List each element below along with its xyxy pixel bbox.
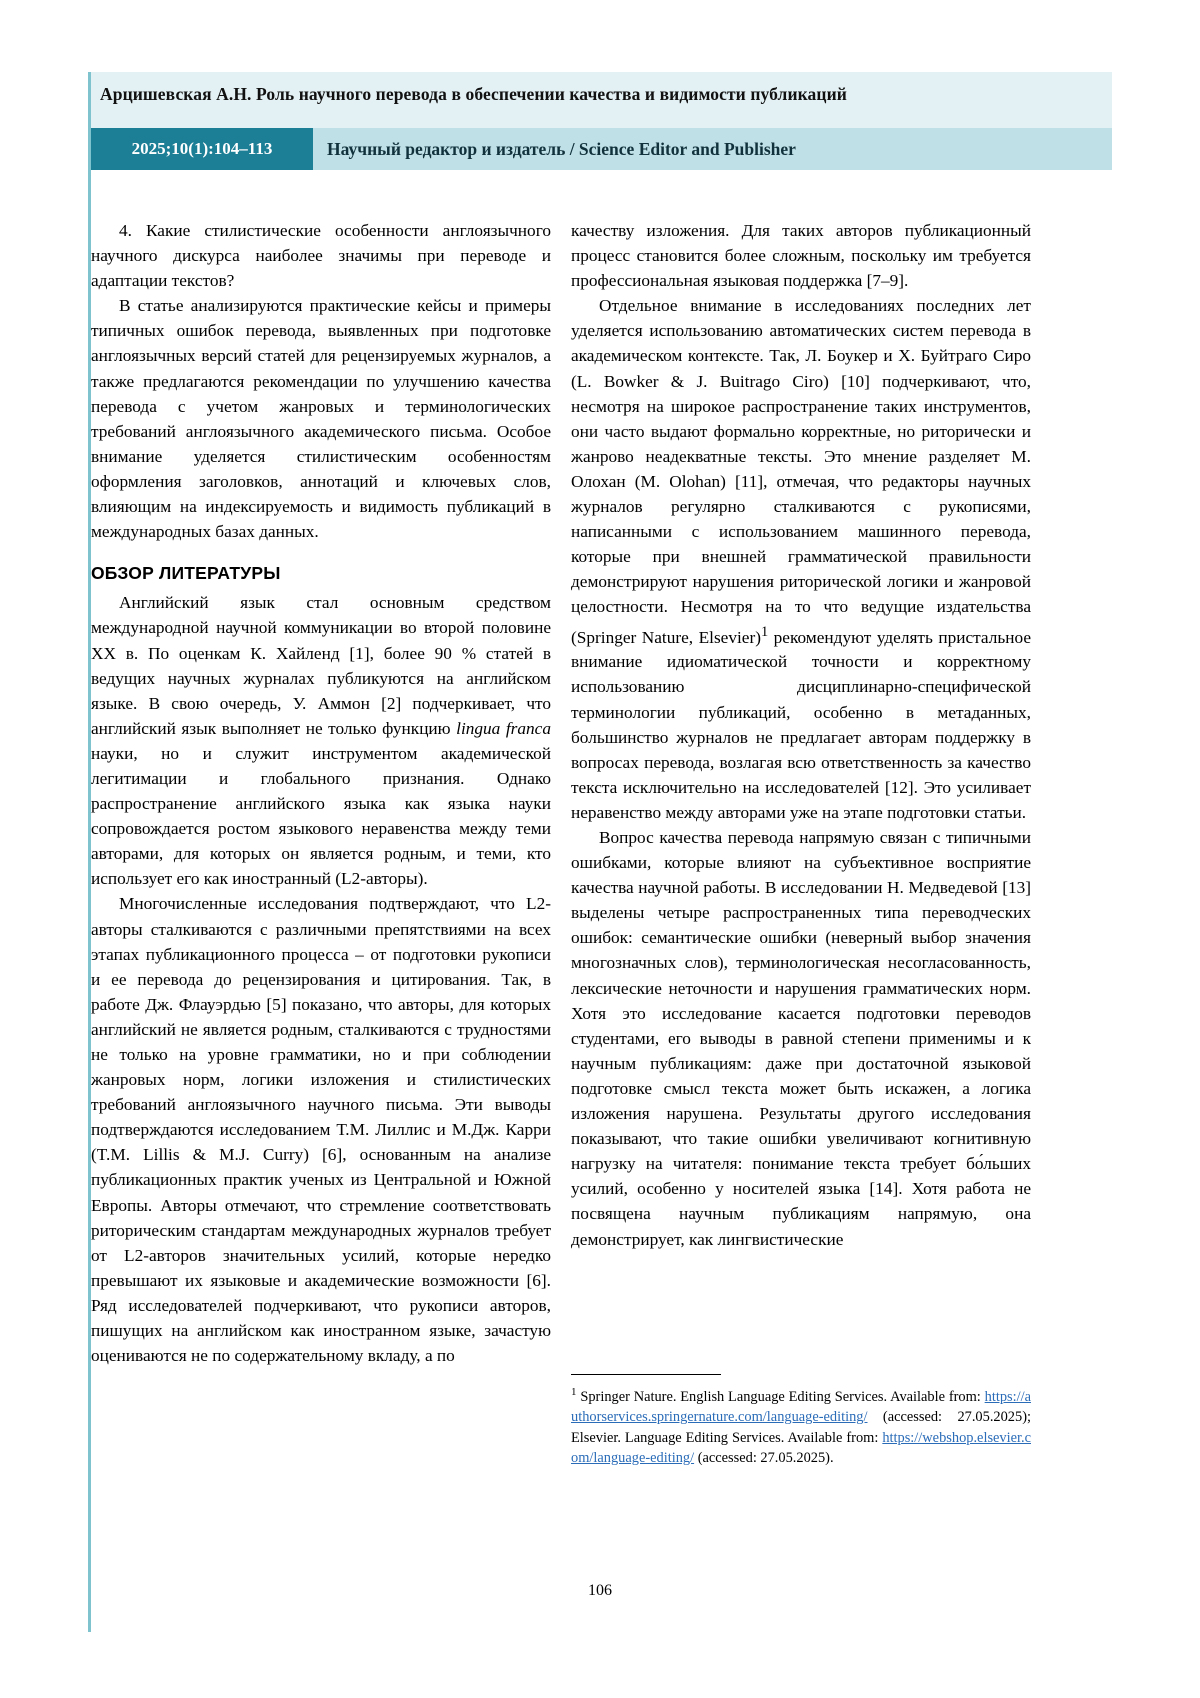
paragraph: [91, 590, 551, 891]
journal-title: Научный редактор и издатель / Science Editor and Publisher: [327, 139, 796, 159]
paragraph-text-part: Отдельное внимание в исследованиях последних лет уделяется использованию автоматических систем перевода в академическом контексте. Так, Л. Боукер и Х. Буйтраго Сиро (L. Bowker & J. Buitrago Ciro) [10] подчеркивают, что, несмотря на широкое распространение таких инструментов, они часто выдают формально корректные, но риторически и жанрово неадекватные тексты. Это мнение разделяет М. Олохан (M. Olohan) [11], отмечая, что редакторы научных журналов регулярно сталкиваются с рукописями, написанными с использованием машинного перевода, которые при внешней грамматической правильности демонстрируют нарушения риторической логики и жанровой целостности. Несмотря на то что ведущие издательства (Springer Nature, Elsevier): [571, 296, 1031, 647]
footnote-text-part: (accessed: 27.05.2025); Elsevier. Language Editing Services. Available from:: [571, 1409, 1031, 1446]
footnote-text-part: (accessed: 27.05.2025).: [694, 1450, 834, 1467]
paragraph: В статье анализируются практические кейсы и примеры типичных ошибок перевода, выявленных при подготовке англоязычных версий статей для рецензируемых журналов, а также предлагаются рекомендации по улучшению качества перевода с учетом жанровых и терминологических требований англоязычного академического письма. Особое внимание уделяется стилистическим особенностям оформления заголовков, аннотаций и ключевых слов, влияющим на индексируемость и видимость публикаций в международных базах данных.: [91, 296, 551, 542]
issue-badge: 2025;10(1):104–113: [131, 139, 273, 158]
footnote: [571, 1374, 1031, 1469]
paragraph-text-part: Английский язык стал основным средством международной научной коммуникации во второй половине XX в. По оценкам К. Хайленд [1], более 90 % статей в ведущих научных журналах публикуются на английском языке. В свою очередь, У. Аммон [2] подчеркивает, что английский язык выполняет не только функцию: [91, 593, 551, 738]
footnote-link-springer[interactable]: https://authorservices.springernature.com/language-editing/: [571, 1388, 1031, 1426]
paragraph: 4. Какие стилистические особенности англоязычного научного дискурса наиболее значимы при переводе и адаптации текстов?: [91, 221, 551, 291]
footnote-divider: [571, 1374, 721, 1375]
left-column: [91, 218, 551, 1368]
right-column: [571, 218, 1031, 1252]
footnote-link-elsevier[interactable]: https://webshop.elsevier.com/language-editing/: [571, 1429, 1031, 1467]
paragraph-text-part: науки, но и служит инструментом академической легитимации и глобального признания. Однако распространение английского языка как языка науки сопровождается ростом языкового неравенства между теми авторами, для которых он является родным, и теми, кто использует его как иностранный (L2-авторы).: [91, 743, 551, 889]
paragraph: качеству изложения. Для таких авторов публикационный процесс становится более сложным, поскольку им требуется профессиональная языковая поддержка [7–9].: [571, 221, 1031, 291]
running-title: Арцишевская А.Н. Роль научного перевода в обеспечении качества и видимости публикаций: [100, 84, 847, 104]
paragraph-text-part: рекомендуют уделять пристальное внимание идиоматической точности и корректному использованию дисциплинарно-специфической терминологии публикаций, особенно в метаданных, большинство журналов не предлагает авторам поддержку в вопросах перевода, возлагая всю ответственность за качество текста исключительно на исследователей [12]. Это усиливает неравенство между авторами уже на этапе подготовки статьи.: [571, 627, 1031, 822]
footnote-marker: 1: [571, 1386, 577, 1398]
footnote-text: [571, 1382, 1031, 1469]
paragraph: Вопрос качества перевода напрямую связан с типичными ошибками, которые влияют на субъективное восприятие качества научной работы. В исследовании Н. Медведевой [13] выделены четыре распространенных типа переводческих ошибок: семантические ошибки (неверный выбор значения многозначных слов), терминологическая несогласованность, лексические неточности и нарушения грамматических норм. Хотя это исследование касается подготовки переводов студентами, его выводы в равной степени применимы и к научным публикациям: даже при достаточной языковой подготовке смысл текста может быть искажен, а логика изложения нарушена. Результаты другого исследования показывают, что такие ошибки увеличивают когнитивную нагрузку на читателя: понимание текста требует бо́льших усилий, особенно у носителей языка [14]. Хотя работа не посвящена научным публикациям напрямую, она демонстрирует, как лингвистические: [571, 828, 1031, 1249]
page-number: 106: [588, 1582, 612, 1599]
paragraph: Многочисленные исследования подтверждают, что L2-авторы сталкиваются с различными препятствиями на всех этапах публикационного процесса – от подготовки рукописи и ее перевода до рецензирования и цитирования. Так, в работе Дж. Флауэрдью [5] показано, что авторы, для которых английский не является родным, сталкиваются с трудностями не только на уровне грамматики, но и при соблюдении жанровых норм, логики изложения и стилистических требований англоязычного научного письма. Эти выводы подтверждаются исследованием Т.М. Лиллис и М.Дж. Карри (T.M. Lillis & M.J. Curry) [6], основанным на анализе публикационных практик ученых из Центральной и Южной Европы. Авторы отмечают, что стремление соответствовать риторическим стандартам международных журналов требует от L2-авторов значительных усилий, которые нередко превышают их языковые и академические возможности [6]. Ряд исследователей подчеркивают, что рукописи авторов, пишущих на английском как иностранном языке, зачастую оцениваются не по содержательному вкладу, а по: [91, 894, 551, 1366]
paragraph: [571, 293, 1031, 825]
latin-phrase: lingua franca: [456, 718, 551, 738]
footnote-reference[interactable]: 1: [760, 623, 769, 640]
section-heading: ОБЗОР ЛИТЕРАТУРЫ: [91, 563, 281, 584]
footnote-text-part: Springer Nature. English Language Editing Services. Available from:: [580, 1388, 985, 1405]
